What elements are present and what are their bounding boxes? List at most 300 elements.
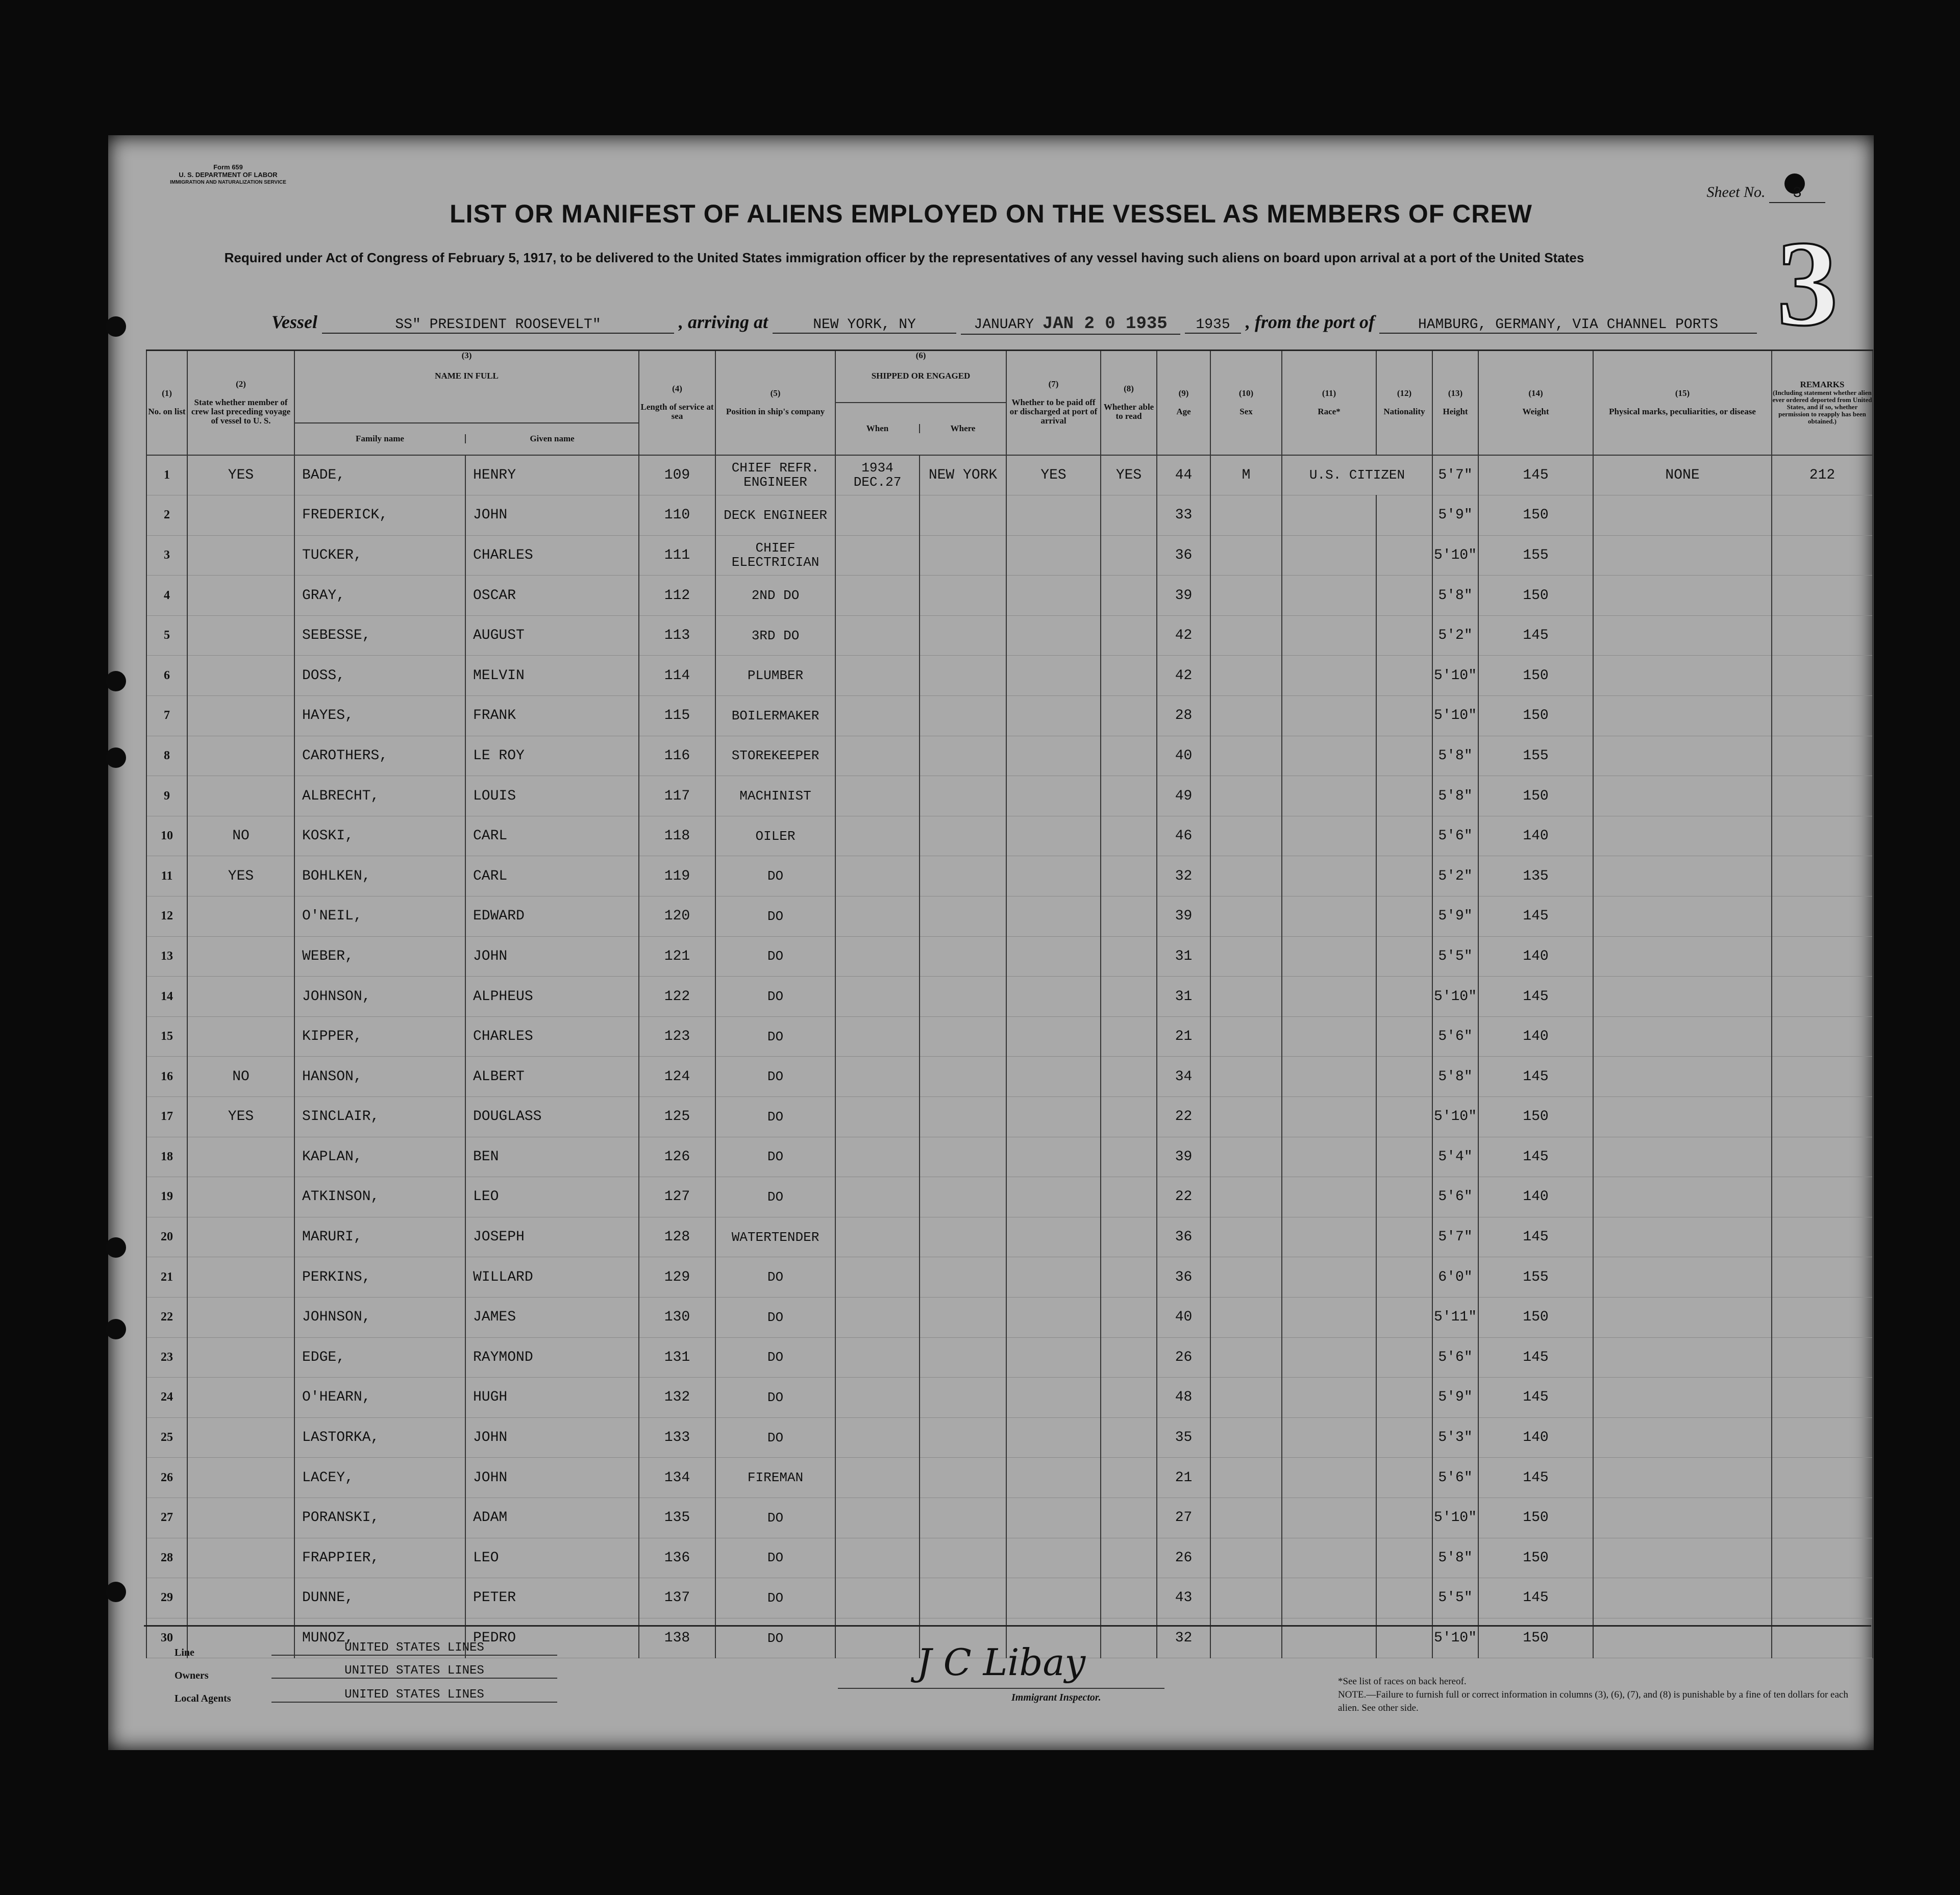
cell-family-name: DOSS,: [294, 656, 465, 696]
cell-height: 5'8": [1432, 576, 1478, 616]
cell-sex: [1210, 696, 1282, 736]
punch-hole: [106, 671, 126, 691]
cell-able-to-read: [1101, 656, 1157, 696]
cell-physical-marks: [1593, 1297, 1772, 1337]
cell-family-name: HANSON,: [294, 1057, 465, 1097]
cell-shipped-where: [920, 535, 1006, 576]
cell-physical-marks: [1593, 977, 1772, 1017]
cell-position: OILER: [715, 816, 835, 856]
cell-shipped-where: [920, 1578, 1006, 1618]
cell-shipped-where: [920, 856, 1006, 896]
cell-family-name: DUNNE,: [294, 1578, 465, 1618]
cell-family-name: TUCKER,: [294, 535, 465, 576]
cell-given-name: FRANK: [465, 696, 639, 736]
cell-row-number: 30: [146, 1618, 187, 1658]
cell-weight: 150: [1478, 1538, 1593, 1578]
cell-given-name: JAMES: [465, 1297, 639, 1337]
cell-given-name: EDWARD: [465, 896, 639, 937]
cell-position: WATERTENDER: [715, 1217, 835, 1257]
cell-shipped-where: NEW YORK: [920, 455, 1006, 495]
cell-sex: [1210, 1337, 1282, 1378]
cell-family-name: MUNOZ,: [294, 1618, 465, 1658]
cell-shipped-when: [835, 1217, 920, 1257]
cell-race: [1282, 1297, 1376, 1337]
cell-nationality: [1376, 615, 1432, 656]
cell-weight: 140: [1478, 936, 1593, 977]
cell-age: 35: [1157, 1417, 1210, 1458]
cell-family-name: ATKINSON,: [294, 1177, 465, 1217]
cell-row-number: 23: [146, 1337, 187, 1378]
cell-paid-off: [1006, 1578, 1101, 1618]
cell-shipped-when: [835, 1538, 920, 1578]
cell-paid-off: [1006, 856, 1101, 896]
cell-given-name: WILLARD: [465, 1257, 639, 1298]
cell-paid-off: [1006, 1097, 1101, 1137]
cell-height: 5'9": [1432, 896, 1478, 937]
cell-row-number: 27: [146, 1498, 187, 1538]
cell-shipped-when: [835, 1137, 920, 1177]
cell-row-number: 6: [146, 656, 187, 696]
cell-remarks: [1772, 1417, 1873, 1458]
cell-family-name: KIPPER,: [294, 1016, 465, 1057]
cell-weight: 145: [1478, 615, 1593, 656]
cell-family-name: FREDERICK,: [294, 495, 465, 536]
cell-family-name: LACEY,: [294, 1458, 465, 1498]
cell-paid-off: [1006, 1057, 1101, 1097]
cell-able-to-read: [1101, 776, 1157, 816]
cell-shipped-where: [920, 495, 1006, 536]
cell-age: 39: [1157, 896, 1210, 937]
cell-family-name: CAROTHERS,: [294, 736, 465, 776]
line-value: UNITED STATES LINES: [271, 1641, 557, 1656]
cell-physical-marks: [1593, 1378, 1772, 1418]
cell-able-to-read: [1101, 1378, 1157, 1418]
cell-sex: [1210, 576, 1282, 616]
cell-remarks: [1772, 776, 1873, 816]
cell-paid-off: YES: [1006, 455, 1101, 495]
cell-row-number: 28: [146, 1538, 187, 1578]
table-row: [146, 1538, 1873, 1578]
cell-shipped-when: [835, 816, 920, 856]
cell-age: 31: [1157, 936, 1210, 977]
cell-age: 49: [1157, 776, 1210, 816]
cell-paid-off: [1006, 615, 1101, 656]
cell-nationality: [1376, 1578, 1432, 1618]
cell-physical-marks: [1593, 1538, 1772, 1578]
cell-remarks: [1772, 1498, 1873, 1538]
cell-weight: 140: [1478, 1417, 1593, 1458]
cell-race: U.S. CITIZEN: [1282, 455, 1432, 495]
cell-shipped-when: [835, 736, 920, 776]
cell-paid-off: [1006, 1257, 1101, 1298]
cell-previous-voyage: [187, 736, 294, 776]
cell-previous-voyage: [187, 656, 294, 696]
cell-height: 5'9": [1432, 1378, 1478, 1418]
cell-paid-off: [1006, 576, 1101, 616]
cell-race: [1282, 816, 1376, 856]
cell-position: DO: [715, 1257, 835, 1298]
cell-previous-voyage: [187, 495, 294, 536]
cell-shipped-when: [835, 1177, 920, 1217]
cell-age: 22: [1157, 1097, 1210, 1137]
cell-age: 28: [1157, 696, 1210, 736]
cell-position: DO: [715, 1578, 835, 1618]
cell-race: [1282, 696, 1376, 736]
table-row: [146, 936, 1873, 977]
cell-physical-marks: [1593, 1016, 1772, 1057]
cell-given-name: DOUGLASS: [465, 1097, 639, 1137]
cell-height: 5'5": [1432, 1578, 1478, 1618]
cell-height: 5'2": [1432, 856, 1478, 896]
cell-position: DO: [715, 1137, 835, 1177]
cell-shipped-when: [835, 1016, 920, 1057]
col-weight: (14) Weight: [1478, 351, 1593, 455]
cell-previous-voyage: [187, 576, 294, 616]
cell-row-number: 19: [146, 1177, 187, 1217]
cell-height: 5'10": [1432, 1498, 1478, 1538]
cell-previous-voyage: [187, 1417, 294, 1458]
cell-physical-marks: [1593, 856, 1772, 896]
table-row: [146, 1498, 1873, 1538]
cell-shipped-when: [835, 1257, 920, 1298]
cell-length-of-service: 113: [639, 615, 715, 656]
department: U. S. DEPARTMENT OF LABOR: [179, 171, 278, 179]
cell-length-of-service: 124: [639, 1057, 715, 1097]
col-given-name: Given name: [530, 434, 575, 444]
table-row: [146, 776, 1873, 816]
cell-previous-voyage: [187, 535, 294, 576]
cell-sex: [1210, 1217, 1282, 1257]
cell-able-to-read: [1101, 1137, 1157, 1177]
cell-height: 5'8": [1432, 1538, 1478, 1578]
cell-shipped-where: [920, 656, 1006, 696]
cell-height: 5'2": [1432, 615, 1478, 656]
cell-position: DO: [715, 1177, 835, 1217]
vessel-name: SS" PRESIDENT ROOSEVELT": [322, 317, 674, 334]
cell-nationality: [1376, 1217, 1432, 1257]
cell-nationality: [1376, 1097, 1432, 1137]
cell-height: 6'0": [1432, 1257, 1478, 1298]
cell-paid-off: [1006, 1378, 1101, 1418]
cell-age: 46: [1157, 816, 1210, 856]
cell-remarks: [1772, 1177, 1873, 1217]
col-physical-marks: (15) Physical marks, peculiarities, or disease: [1593, 351, 1772, 455]
cell-race: [1282, 1016, 1376, 1057]
sheet-value: 3: [1769, 185, 1825, 203]
cell-family-name: BOHLKEN,: [294, 856, 465, 896]
cell-remarks: [1772, 1137, 1873, 1177]
owners-value: UNITED STATES LINES: [271, 1664, 557, 1679]
cell-given-name: LOUIS: [465, 776, 639, 816]
cell-remarks: [1772, 856, 1873, 896]
manifest-footer: [144, 1625, 1871, 1729]
cell-position: PLUMBER: [715, 656, 835, 696]
cell-remarks: [1772, 896, 1873, 937]
cell-family-name: LASTORKA,: [294, 1417, 465, 1458]
cell-sex: [1210, 776, 1282, 816]
cell-shipped-where: [920, 1217, 1006, 1257]
agents-label: Local Agents: [175, 1693, 231, 1704]
from-label: , from the port of: [1246, 312, 1375, 332]
cell-shipped-where: [920, 1257, 1006, 1298]
sheet-label: Sheet No.: [1706, 184, 1766, 201]
cell-sex: [1210, 495, 1282, 536]
owners-label: Owners: [175, 1670, 209, 1681]
cell-race: [1282, 736, 1376, 776]
cell-weight: 135: [1478, 856, 1593, 896]
cell-able-to-read: YES: [1101, 455, 1157, 495]
cell-sex: [1210, 1137, 1282, 1177]
cell-row-number: 3: [146, 535, 187, 576]
col-sex: (10) Sex: [1210, 351, 1282, 455]
cell-weight: 150: [1478, 696, 1593, 736]
cell-shipped-when: [835, 615, 920, 656]
cell-age: 32: [1157, 856, 1210, 896]
cell-position: CHIEF REFR. ENGINEER: [715, 455, 835, 495]
cell-age: 40: [1157, 1297, 1210, 1337]
table-row: [146, 1137, 1873, 1177]
cell-able-to-read: [1101, 1257, 1157, 1298]
cell-previous-voyage: [187, 1137, 294, 1177]
cell-position: DO: [715, 1297, 835, 1337]
cell-weight: 145: [1478, 896, 1593, 937]
cell-given-name: ADAM: [465, 1498, 639, 1538]
cell-paid-off: [1006, 776, 1101, 816]
cell-previous-voyage: [187, 1578, 294, 1618]
cell-weight: 145: [1478, 1337, 1593, 1378]
cell-nationality: [1376, 1417, 1432, 1458]
cell-shipped-where: [920, 1417, 1006, 1458]
cell-age: 44: [1157, 455, 1210, 495]
cell-height: 5'10": [1432, 1097, 1478, 1137]
cell-shipped-when: [835, 856, 920, 896]
cell-race: [1282, 656, 1376, 696]
table-row: [146, 656, 1873, 696]
cell-sex: [1210, 816, 1282, 856]
cell-height: 5'10": [1432, 656, 1478, 696]
cell-weight: 150: [1478, 1618, 1593, 1658]
punch-hole: [106, 316, 126, 337]
cell-remarks: [1772, 576, 1873, 616]
cell-position: STOREKEEPER: [715, 736, 835, 776]
cell-height: 5'6": [1432, 1016, 1478, 1057]
cell-given-name: CHARLES: [465, 535, 639, 576]
cell-able-to-read: [1101, 1097, 1157, 1137]
cell-able-to-read: [1101, 1417, 1157, 1458]
cell-sex: [1210, 1498, 1282, 1538]
cell-position: MACHINIST: [715, 776, 835, 816]
cell-physical-marks: [1593, 736, 1772, 776]
cell-previous-voyage: [187, 896, 294, 937]
cell-physical-marks: [1593, 1498, 1772, 1538]
cell-paid-off: [1006, 1137, 1101, 1177]
cell-race: [1282, 1177, 1376, 1217]
cell-weight: 140: [1478, 816, 1593, 856]
cell-height: 5'9": [1432, 495, 1478, 536]
cell-position: 3RD DO: [715, 615, 835, 656]
cell-height: 5'8": [1432, 1057, 1478, 1097]
cell-family-name: GRAY,: [294, 576, 465, 616]
page-title: LIST OR MANIFEST OF ALIENS EMPLOYED ON THE VESSEL AS MEMBERS OF CREW: [450, 200, 1532, 228]
table-row: [146, 1578, 1873, 1618]
col-paid-off: (7) Whether to be paid off or discharged at port of arrival: [1006, 351, 1101, 455]
cell-height: 5'6": [1432, 1458, 1478, 1498]
table-row: [146, 1337, 1873, 1378]
cell-family-name: ALBRECHT,: [294, 776, 465, 816]
table-row: [146, 535, 1873, 576]
cell-row-number: 12: [146, 896, 187, 937]
cell-nationality: [1376, 1378, 1432, 1418]
col-shipped-when: When: [836, 424, 920, 433]
table-row: [146, 455, 1873, 495]
cell-age: 43: [1157, 1578, 1210, 1618]
cell-weight: 140: [1478, 1016, 1593, 1057]
cell-nationality: [1376, 1057, 1432, 1097]
cell-given-name: PEDRO: [465, 1618, 639, 1658]
cell-sex: [1210, 535, 1282, 576]
cell-paid-off: [1006, 816, 1101, 856]
cell-row-number: 13: [146, 936, 187, 977]
cell-row-number: 16: [146, 1057, 187, 1097]
cell-nationality: [1376, 1498, 1432, 1538]
cell-paid-off: [1006, 936, 1101, 977]
table-row: [146, 896, 1873, 937]
col-shipped-where: Where: [950, 423, 976, 434]
table-row: [146, 495, 1873, 536]
cell-able-to-read: [1101, 1297, 1157, 1337]
col-height: (13) Height: [1432, 351, 1478, 455]
cell-age: 42: [1157, 656, 1210, 696]
cell-able-to-read: [1101, 1498, 1157, 1538]
cell-sex: [1210, 1016, 1282, 1057]
cell-sex: [1210, 1177, 1282, 1217]
cell-sex: [1210, 1538, 1282, 1578]
cell-shipped-when: [835, 1417, 920, 1458]
cell-nationality: [1376, 1458, 1432, 1498]
cell-shipped-where: [920, 736, 1006, 776]
cell-length-of-service: 121: [639, 936, 715, 977]
cell-shipped-where: [920, 615, 1006, 656]
cell-position: DO: [715, 856, 835, 896]
cell-previous-voyage: [187, 1217, 294, 1257]
cell-shipped-when: [835, 1057, 920, 1097]
cell-family-name: SINCLAIR,: [294, 1097, 465, 1137]
cell-age: 22: [1157, 1177, 1210, 1217]
cell-able-to-read: [1101, 1217, 1157, 1257]
cell-length-of-service: 136: [639, 1538, 715, 1578]
cell-able-to-read: [1101, 816, 1157, 856]
cell-paid-off: [1006, 1498, 1101, 1538]
cell-previous-voyage: [187, 696, 294, 736]
cell-race: [1282, 1538, 1376, 1578]
table-row: [146, 1297, 1873, 1337]
cell-physical-marks: [1593, 495, 1772, 536]
cell-previous-voyage: [187, 1257, 294, 1298]
cell-weight: 155: [1478, 535, 1593, 576]
table-row: [146, 1177, 1873, 1217]
cell-length-of-service: 110: [639, 495, 715, 536]
cell-physical-marks: [1593, 1578, 1772, 1618]
cell-weight: 145: [1478, 977, 1593, 1017]
cell-given-name: BEN: [465, 1137, 639, 1177]
cell-physical-marks: [1593, 1057, 1772, 1097]
cell-length-of-service: 116: [639, 736, 715, 776]
col-nationality: (12) Nationality: [1376, 351, 1432, 455]
inspector-label: Immigrant Inspector.: [1011, 1692, 1101, 1703]
cell-given-name: OSCAR: [465, 576, 639, 616]
cell-height: 5'10": [1432, 696, 1478, 736]
cell-nationality: [1376, 495, 1432, 536]
cell-length-of-service: 125: [639, 1097, 715, 1137]
cell-given-name: JOSEPH: [465, 1217, 639, 1257]
cell-length-of-service: 126: [639, 1137, 715, 1177]
cell-shipped-when: [835, 977, 920, 1017]
cell-remarks: [1772, 936, 1873, 977]
cell-weight: 145: [1478, 1578, 1593, 1618]
cell-row-number: 25: [146, 1417, 187, 1458]
vessel-label: Vessel: [271, 312, 317, 332]
cell-remarks: [1772, 1217, 1873, 1257]
cell-weight: 150: [1478, 1097, 1593, 1137]
cell-physical-marks: [1593, 656, 1772, 696]
cell-nationality: [1376, 936, 1432, 977]
cell-length-of-service: 134: [639, 1458, 715, 1498]
table-row: [146, 856, 1873, 896]
line-label: Line: [175, 1647, 194, 1658]
crew-table: [146, 350, 1873, 1658]
cell-sex: [1210, 1097, 1282, 1137]
cell-row-number: 11: [146, 856, 187, 896]
cell-position: DO: [715, 1016, 835, 1057]
cell-given-name: LEO: [465, 1538, 639, 1578]
cell-physical-marks: NONE: [1593, 455, 1772, 495]
table-row: [146, 1057, 1873, 1097]
cell-row-number: 17: [146, 1097, 187, 1137]
vessel-line: [271, 311, 1757, 335]
cell-physical-marks: [1593, 816, 1772, 856]
cell-age: 40: [1157, 736, 1210, 776]
cell-length-of-service: 109: [639, 455, 715, 495]
cell-able-to-read: [1101, 1538, 1157, 1578]
cell-able-to-read: [1101, 495, 1157, 536]
cell-race: [1282, 977, 1376, 1017]
cell-previous-voyage: [187, 776, 294, 816]
cell-remarks: [1772, 1378, 1873, 1418]
cell-previous-voyage: NO: [187, 1057, 294, 1097]
cell-length-of-service: 115: [639, 696, 715, 736]
cell-paid-off: [1006, 1177, 1101, 1217]
cell-shipped-when: [835, 1337, 920, 1378]
cell-previous-voyage: [187, 1458, 294, 1498]
table-row: [146, 615, 1873, 656]
cell-physical-marks: [1593, 615, 1772, 656]
table-row: [146, 696, 1873, 736]
cell-length-of-service: 137: [639, 1578, 715, 1618]
cell-family-name: O'HEARN,: [294, 1378, 465, 1418]
cell-shipped-when: [835, 1498, 920, 1538]
cell-nationality: [1376, 1297, 1432, 1337]
cell-row-number: 18: [146, 1137, 187, 1177]
cell-given-name: ALPHEUS: [465, 977, 639, 1017]
cell-shipped-where: [920, 936, 1006, 977]
cell-family-name: O'NEIL,: [294, 896, 465, 937]
cell-able-to-read: [1101, 1016, 1157, 1057]
cell-shipped-when: [835, 656, 920, 696]
cell-height: 5'11": [1432, 1297, 1478, 1337]
cell-remarks: [1772, 1016, 1873, 1057]
cell-previous-voyage: [187, 936, 294, 977]
cell-family-name: JOHNSON,: [294, 1297, 465, 1337]
